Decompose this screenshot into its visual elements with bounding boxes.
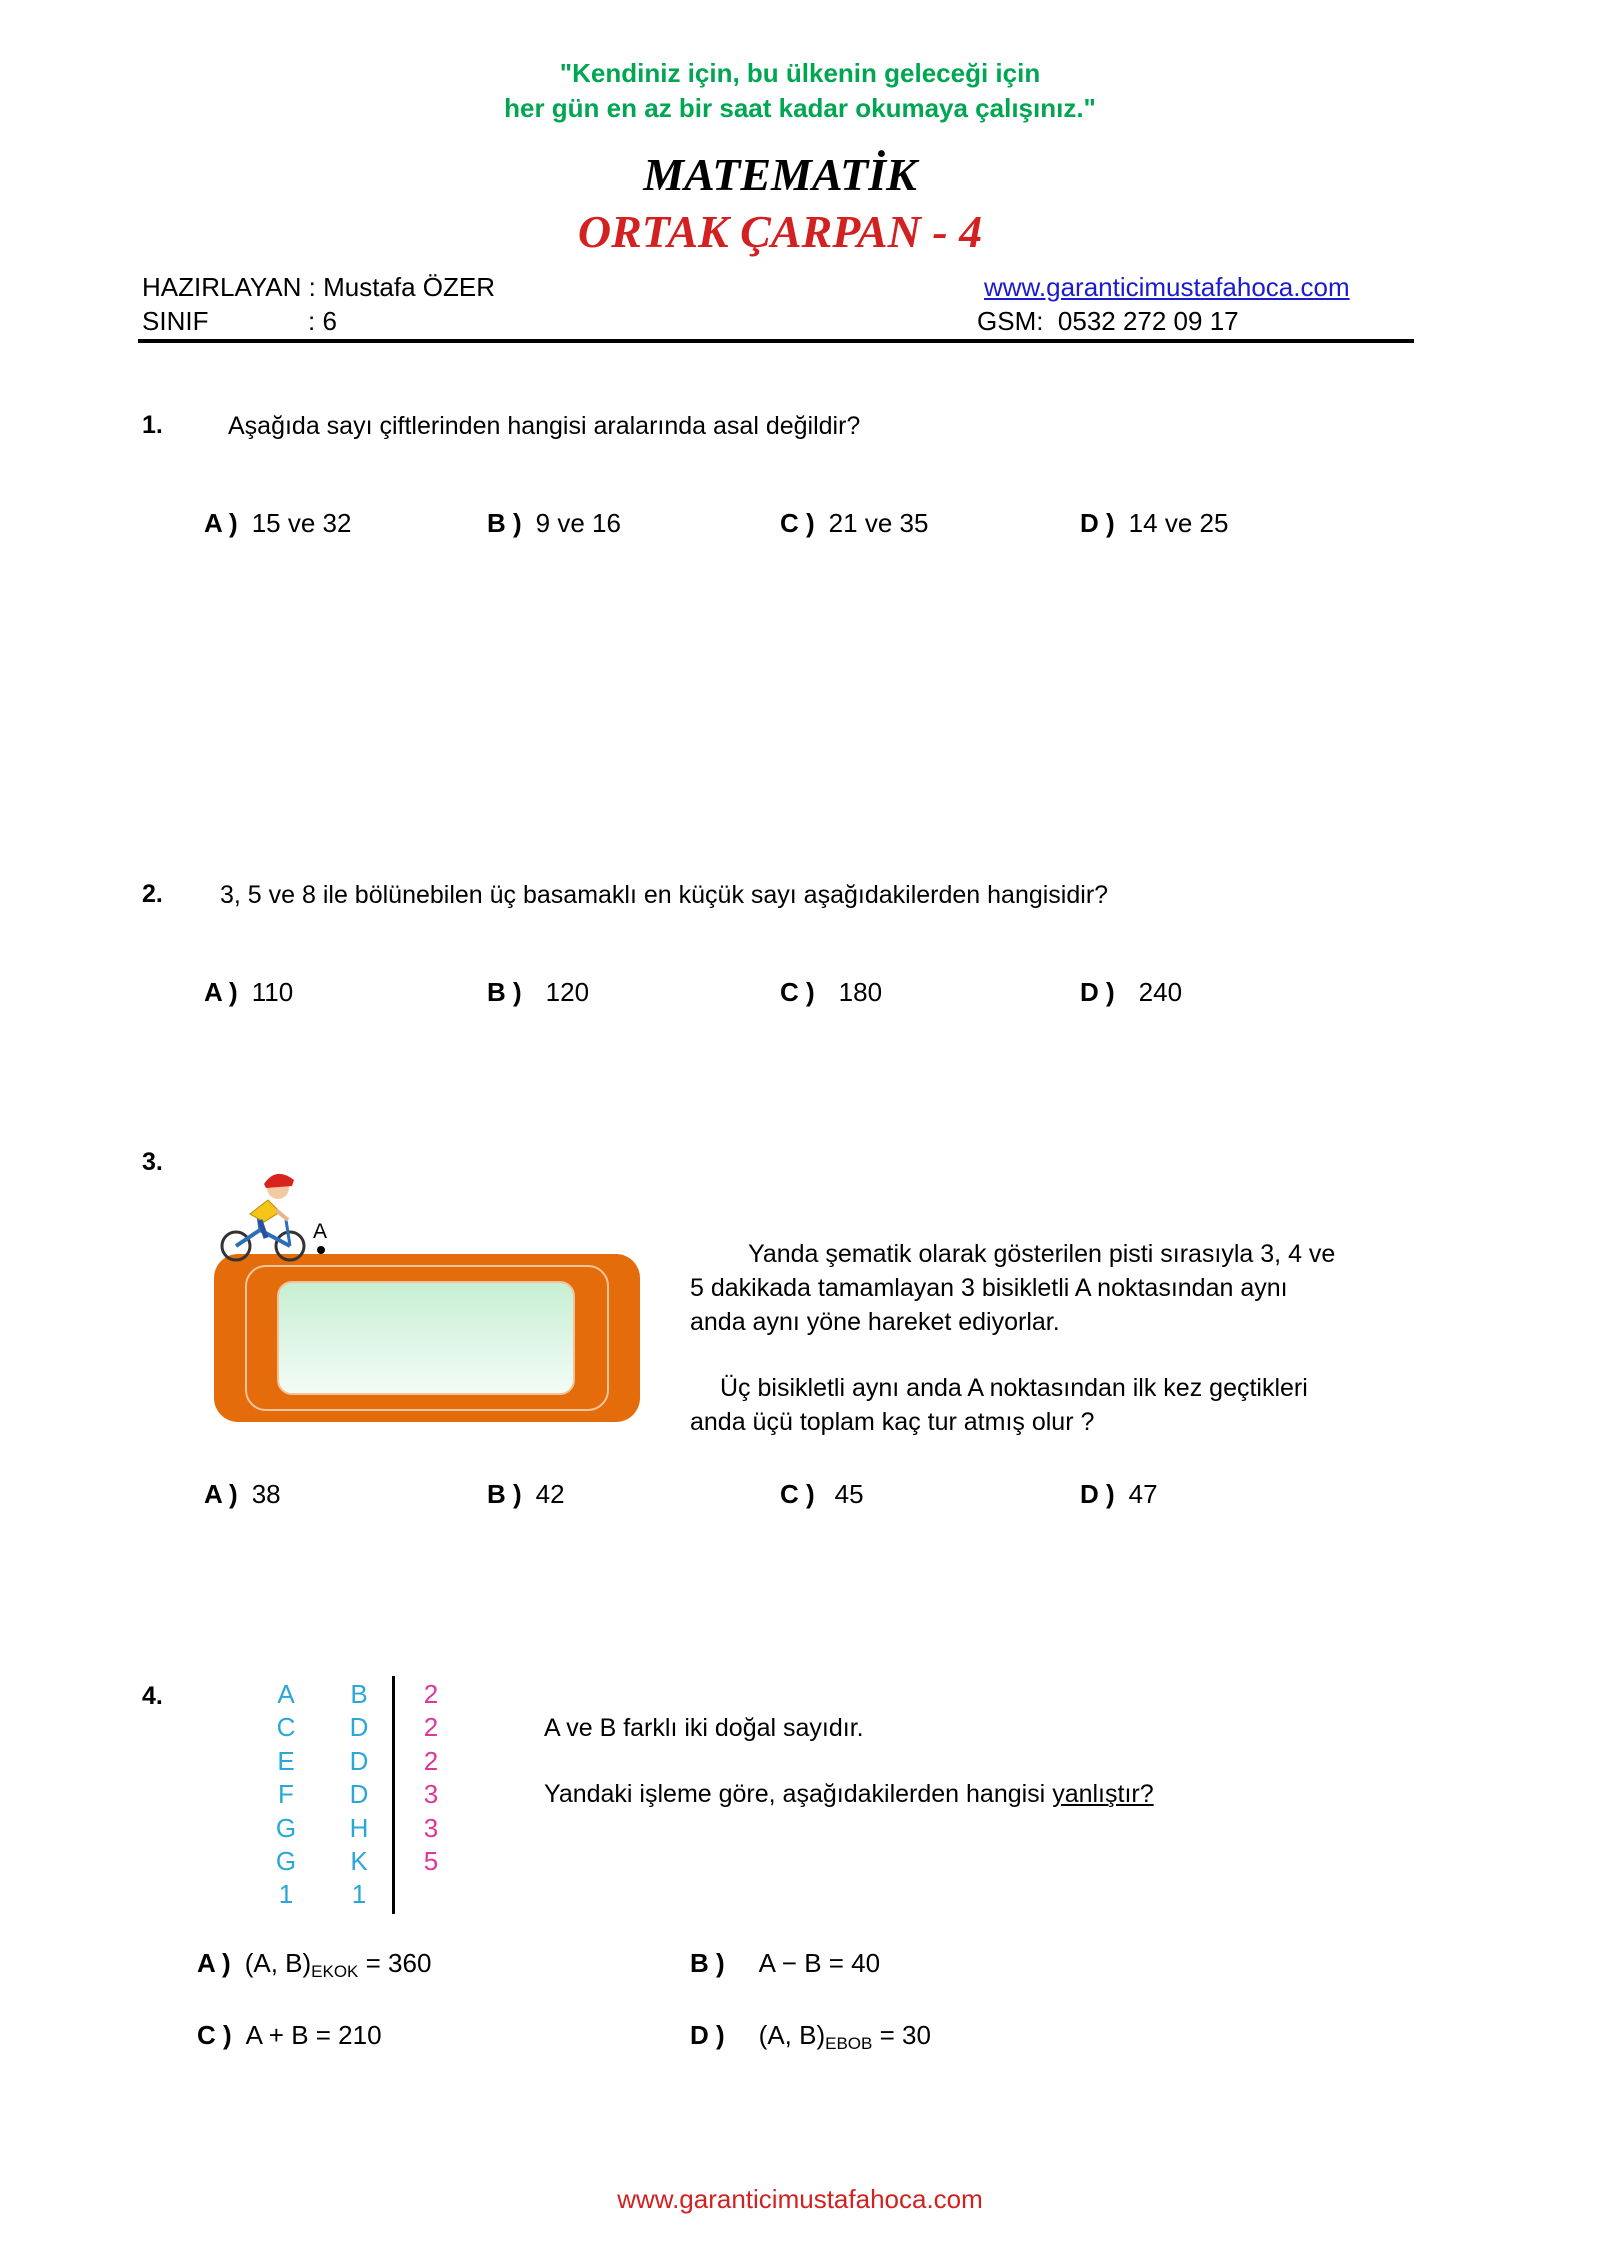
- q2-option-d[interactable]: D ) 240: [1080, 977, 1183, 1007]
- prepared-by: HAZIRLAYAN : Mustafa ÖZER: [142, 272, 496, 302]
- q1-text: Aşağıda sayı çiftlerinden hangisi aralarında asal değildir?: [228, 412, 861, 440]
- subject-title: MATEMATİK: [643, 149, 917, 200]
- q1-option-a[interactable]: A ) 15 ve 32: [204, 508, 352, 538]
- factor-table-col-a: A C E F G G 1: [275, 1679, 297, 1910]
- q4-option-d[interactable]: D ) (A, $B)_{EBOB} = 30$: [690, 2020, 931, 2053]
- quote-line-1: "Kendiniz için, bu ülkenin geleceği için: [559, 58, 1041, 88]
- q3-para2-line2: anda üçü toplam kaç tur atmış olur ?: [690, 1408, 1095, 1436]
- q4-option-a[interactable]: A ) (A, $B)_{EKOK} = 360$: [197, 1948, 432, 1981]
- q3-para1-line1: Yanda şematik olarak gösterilen pisti sırasıyla 3, 4 ve: [748, 1240, 1336, 1268]
- q3-option-c[interactable]: C ) 45: [780, 1479, 864, 1509]
- q3-para1-line2: 5 dakikada tamamlayan 3 bisikletli A noktasından aynı: [690, 1274, 1288, 1302]
- quote-line-2: her gün en az bir saat kadar okumaya çalışınız.": [504, 93, 1096, 123]
- q1-option-d[interactable]: D ) 14 ve 25: [1080, 508, 1229, 538]
- q3-number: 3.: [142, 1148, 163, 1176]
- track-infield: [278, 1282, 574, 1394]
- header-divider: [138, 339, 1414, 343]
- q1-number: 1.: [142, 411, 163, 439]
- topic-title: ORTAK ÇARPAN - 4: [577, 206, 983, 257]
- q2-text: 3, 5 ve 8 ile bölünebilen üç basamaklı en küçük sayı aşağıdakilerden hangisidir?: [220, 881, 1109, 909]
- class-value: : 6: [308, 306, 337, 336]
- q1-option-c[interactable]: C ) 21 ve 35: [780, 508, 929, 538]
- q3-option-d[interactable]: D ) 47: [1080, 1479, 1158, 1509]
- factor-table-divisors: 2 2 2 3 3 5: [423, 1679, 439, 1877]
- q3-para1-line3: anda aynı yöne hareket ediyorlar.: [690, 1308, 1060, 1336]
- factor-table-col-b: B D D D H K 1: [349, 1679, 369, 1910]
- q2-option-b[interactable]: B ) 120: [487, 977, 590, 1007]
- q4-number: 4.: [142, 1682, 163, 1710]
- q2-option-c[interactable]: C ) 180: [780, 977, 883, 1007]
- track-diagram: [200, 1150, 660, 1430]
- q3-option-b[interactable]: B ) 42: [487, 1479, 565, 1509]
- cyclist-icon: [222, 1174, 304, 1260]
- footer-website-link[interactable]: www.garanticimustafahoca.com: [617, 2184, 983, 2214]
- class-label: SINIF: [142, 306, 209, 336]
- q4-option-c[interactable]: C ) A + B = 210: [197, 2020, 382, 2050]
- q4-option-b[interactable]: B ) A − B = 40: [690, 1948, 881, 1978]
- header-website-link[interactable]: www.garanticimustafahoca.com: [984, 272, 1350, 302]
- q1-option-b[interactable]: B ) 9 ve 16: [487, 508, 621, 538]
- point-a-label: A: [313, 1220, 328, 1243]
- q3-option-a[interactable]: A ) 38: [204, 1479, 281, 1509]
- gsm-number: GSM: 0532 272 09 17: [977, 306, 1239, 336]
- q4-line1: A ve B farklı iki doğal sayıdır.: [544, 1714, 864, 1742]
- point-a-marker: [317, 1246, 325, 1254]
- q2-option-a[interactable]: A ) 110: [204, 977, 294, 1007]
- q4-line2: Yandaki işleme göre, aşağıdakilerden hangisi yanlıştır?: [544, 1780, 1154, 1808]
- q2-number: 2.: [142, 880, 163, 908]
- factor-table-divider: [392, 1676, 395, 1914]
- q3-para2-line1: Üç bisikletli aynı anda A noktasından ilk kez geçtikleri: [720, 1374, 1308, 1402]
